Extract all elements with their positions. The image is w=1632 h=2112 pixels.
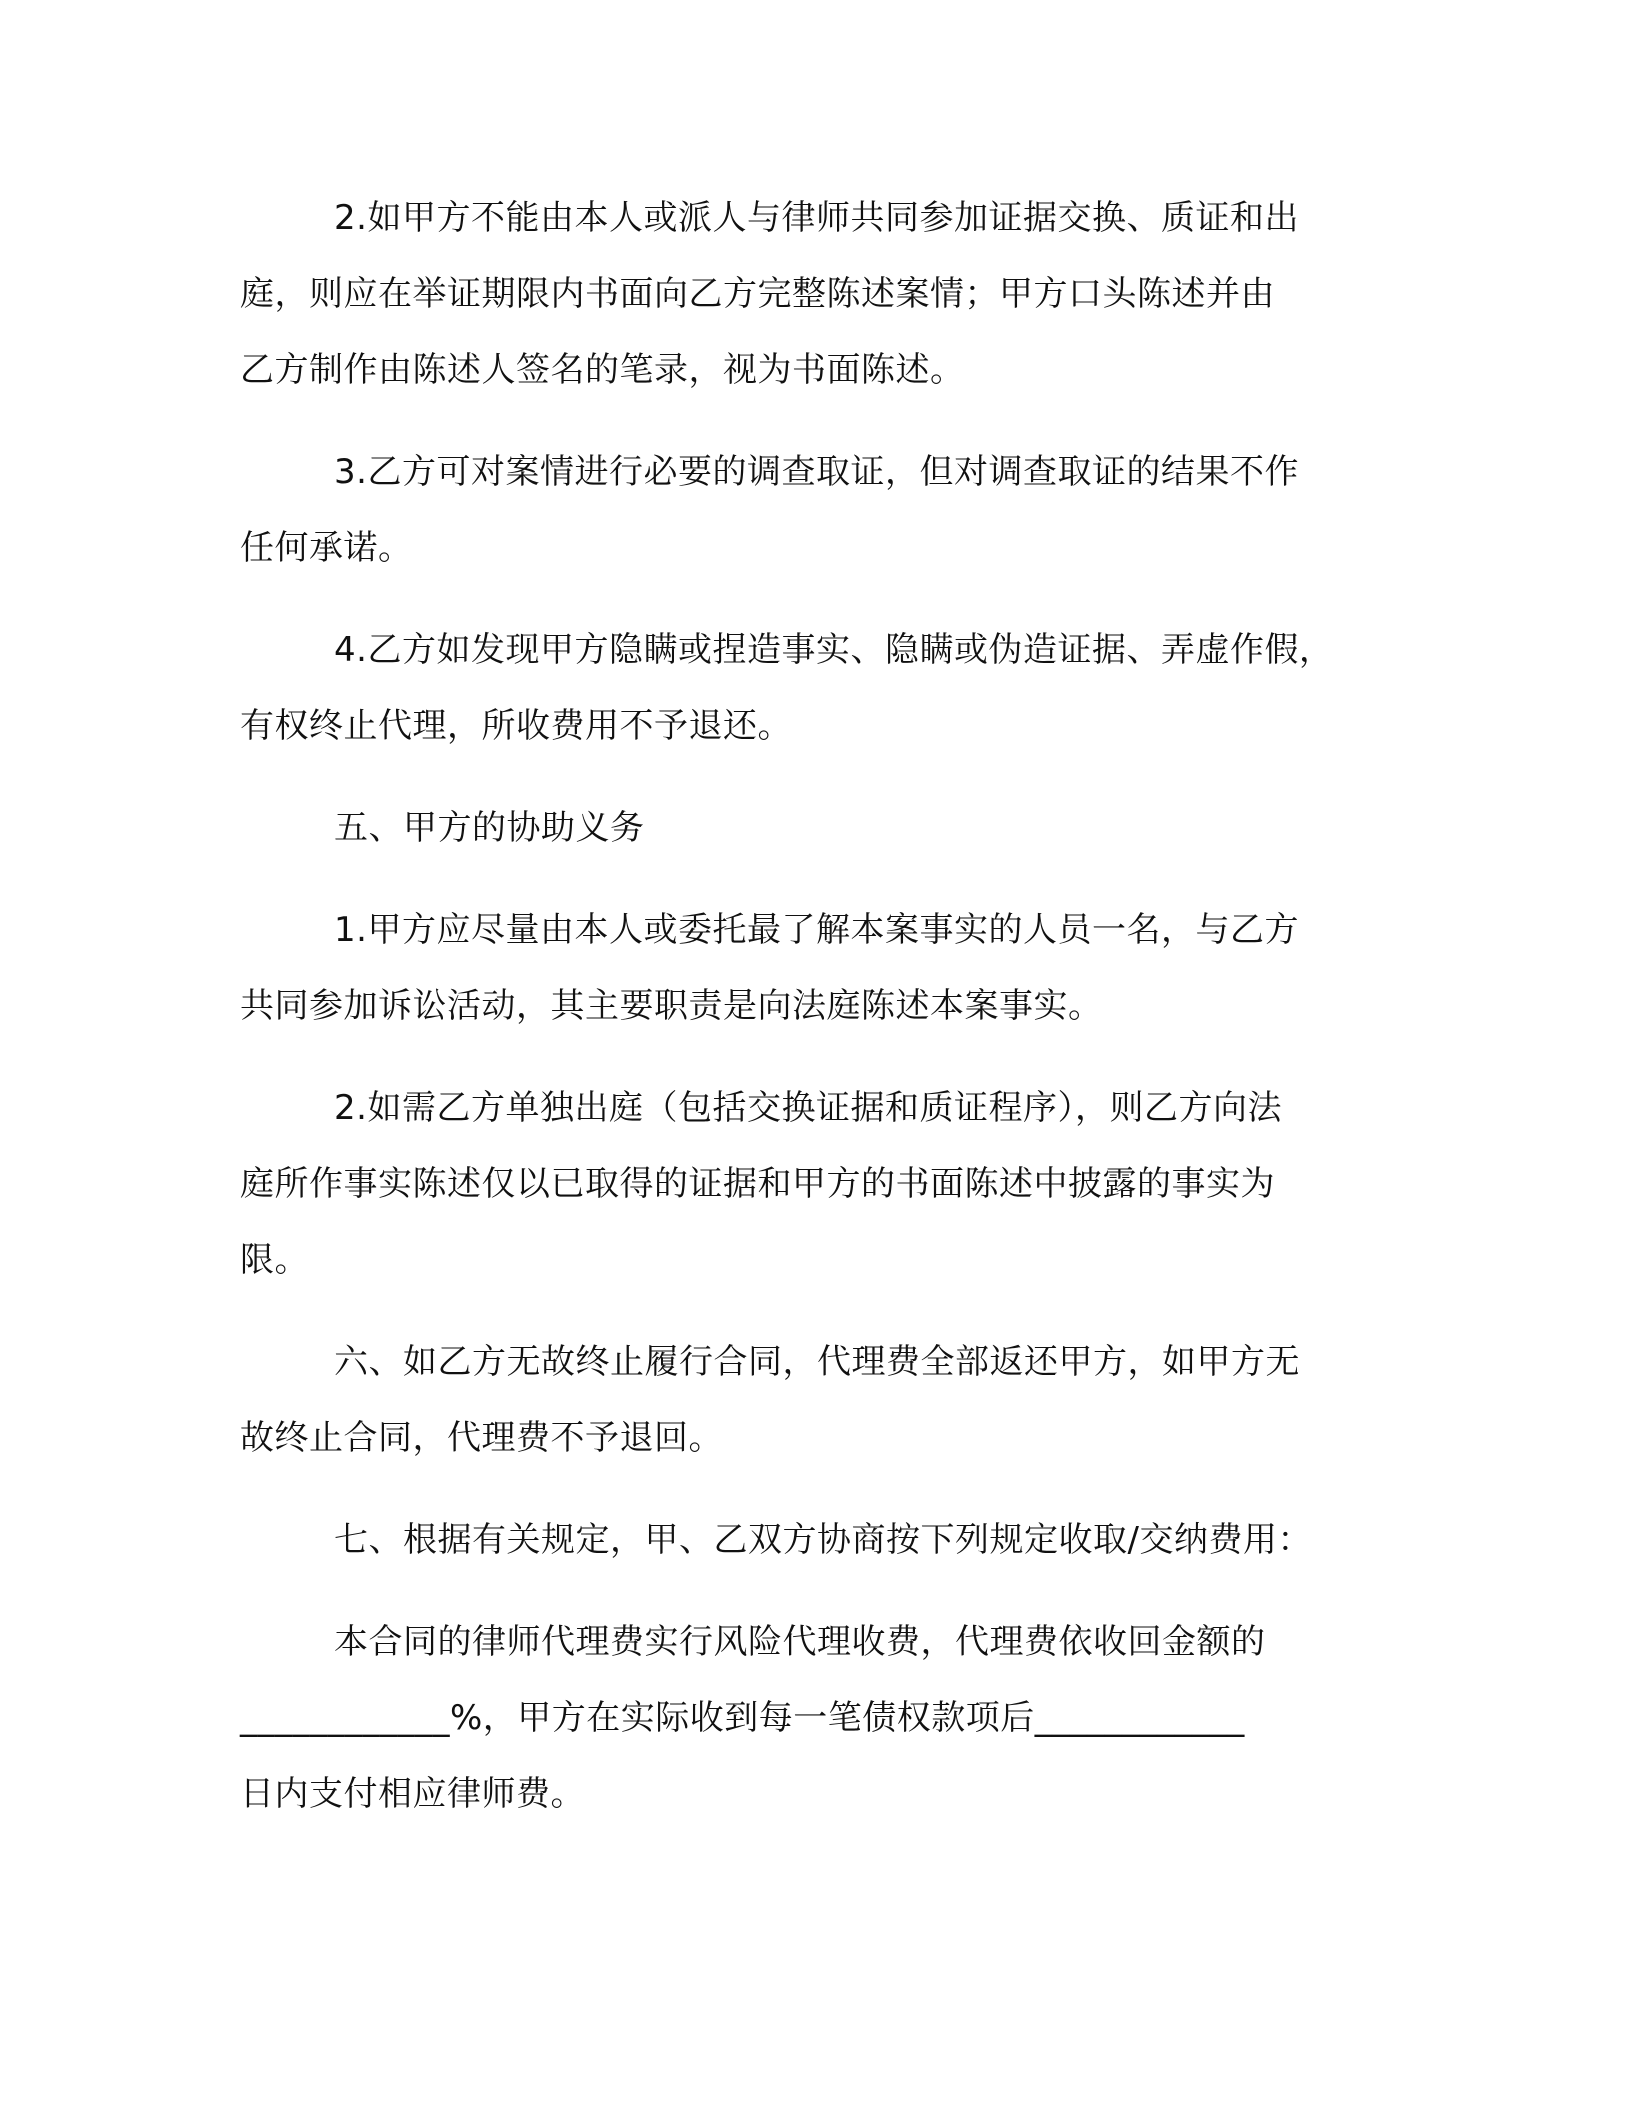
section-6-line-2: 故终止合同，代理费不予退回。 bbox=[240, 1418, 723, 1458]
clause-4-2-line-2: 庭，则应在举证期限内书面向乙方完整陈述案情；甲方口头陈述并由 bbox=[240, 274, 1275, 314]
fee-clause-line-1: 本合同的律师代理费实行风险代理收费，代理费依收回金额的 bbox=[334, 1622, 1266, 1662]
section-6-line-1: 六、如乙方无故终止履行合同，代理费全部返还甲方，如甲方无 bbox=[334, 1342, 1300, 1382]
clause-4-3-line-1: 3.乙方可对案情进行必要的调查取证，但对调查取证的结果不作 bbox=[334, 452, 1299, 492]
clause-5-2-line-2: 庭所作事实陈述仅以已取得的证据和甲方的书面陈述中披露的事实为 bbox=[240, 1164, 1275, 1204]
clause-5-2-line-3: 限。 bbox=[240, 1240, 309, 1280]
fee-clause-line-2: ____________%，甲方在实际收到每一笔债权款项后____________ bbox=[240, 1698, 1245, 1738]
clause-4-4-line-2: 有权终止代理，所收费用不予退还。 bbox=[240, 706, 792, 746]
clause-4-3-line-2: 任何承诺。 bbox=[240, 528, 413, 568]
clause-4-2-line-3: 乙方制作由陈述人签名的笔录，视为书面陈述。 bbox=[240, 350, 965, 390]
clause-5-1-line-1: 1.甲方应尽量由本人或委托最了解本案事实的人员一名，与乙方 bbox=[334, 910, 1299, 950]
section-7-heading: 七、根据有关规定，甲、乙双方协商按下列规定收取/交纳费用： bbox=[334, 1520, 1312, 1560]
clause-5-1-line-2: 共同参加诉讼活动，其主要职责是向法庭陈述本案事实。 bbox=[240, 986, 1103, 1026]
fee-clause-line-3: 日内支付相应律师费。 bbox=[240, 1774, 585, 1814]
clause-4-4-line-1: 4.乙方如发现甲方隐瞒或捏造事实、隐瞒或伪造证据、弄虚作假， bbox=[334, 630, 1334, 670]
clause-5-2-line-1: 2.如需乙方单独出庭（包括交换证据和质证程序），则乙方向法 bbox=[334, 1088, 1282, 1128]
section-5-heading: 五、甲方的协助义务 bbox=[334, 808, 645, 848]
clause-4-2-line-1: 2.如甲方不能由本人或派人与律师共同参加证据交换、质证和出 bbox=[334, 198, 1299, 238]
